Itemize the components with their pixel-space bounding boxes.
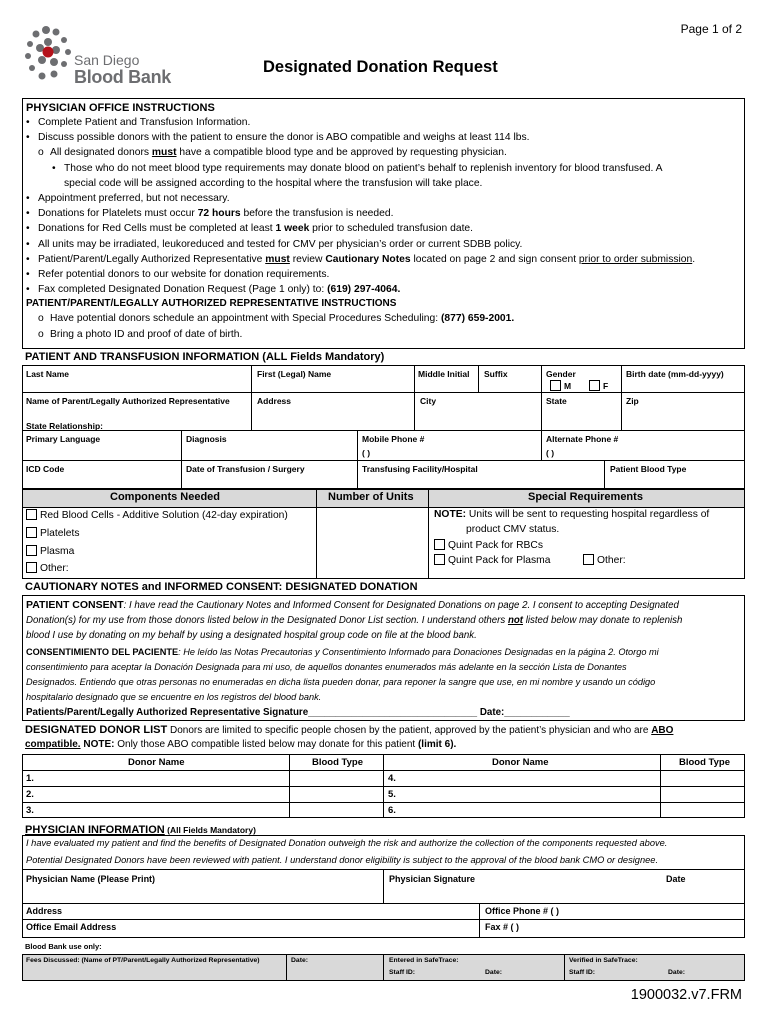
- rbc-checkbox[interactable]: Red Blood Cells - Additive Solution (42-day expiration): [26, 509, 288, 521]
- entered-date[interactable]: Date:: [485, 969, 502, 976]
- birth-date-field[interactable]: Birth date (mm-dd-yyyy): [626, 369, 724, 379]
- fees-discussed-field[interactable]: Fees Discussed: (Name of PT/Parent/Legally Authorized Representative): [26, 957, 260, 964]
- consent-section-heading: CAUTIONARY NOTES and INFORMED CONSENT: DESIGNATED DONATION: [25, 581, 418, 593]
- diagnosis-field[interactable]: Diagnosis: [186, 434, 227, 444]
- gender-female-checkbox[interactable]: F: [589, 380, 608, 391]
- patient-section-heading: PATIENT AND TRANSFUSION INFORMATION (ALL Fields Mandatory): [25, 351, 385, 363]
- state-relationship-field[interactable]: State Relationship:: [26, 421, 103, 431]
- instruction-item: • Discuss possible donors with the patient to ensure the donor is ABO compatible and weighs at least 114 lbs.: [26, 132, 530, 144]
- form-code: 1900032.v7.FRM: [630, 987, 742, 1003]
- instruction-item: • Donations for Platelets must occur 72 hours before the transfusion is needed.: [26, 208, 394, 220]
- instruction-item: • All units may be irradiated, leukoreduced and tested for CMV per physician’s order or current SDBB policy.: [26, 238, 523, 250]
- components-header: Components Needed: [110, 491, 221, 503]
- verified-staff-id[interactable]: Staff ID:: [569, 969, 596, 976]
- instruction-item: • Appointment preferred, but not necessary.: [26, 193, 230, 205]
- physician-statement-2: Potential Designated Donors have been reviewed with patient. I understand donor eligibility is subject to the approval of the blood bank CMO or designee.: [26, 855, 659, 865]
- transfusion-date-field[interactable]: Date of Transfusion / Surgery: [186, 464, 305, 474]
- quint-rbc-checkbox[interactable]: Quint Pack for RBCs: [434, 539, 543, 551]
- mobile-phone-field[interactable]: Mobile Phone #: [362, 434, 425, 444]
- logo-line1: San Diego: [74, 52, 140, 68]
- bb-date-field[interactable]: Date:: [291, 957, 308, 964]
- entered-safetrace-field[interactable]: Entered in SafeTrace:: [389, 957, 459, 964]
- physician-date-field[interactable]: Date: [666, 874, 686, 884]
- physician-signature-field[interactable]: Physician Signature: [389, 874, 476, 884]
- entered-staff-id[interactable]: Staff ID:: [389, 969, 416, 976]
- cmv-note: NOTE: Units will be sent to requesting hospital regardless of: [434, 509, 710, 520]
- instructions-content: [26, 101, 695, 342]
- alternate-phone-field[interactable]: Alternate Phone #: [546, 434, 619, 444]
- cmv-note-cont: product CMV status.: [466, 524, 560, 535]
- middle-initial-field[interactable]: Middle Initial: [418, 369, 470, 379]
- donor-row-2[interactable]: 2.: [26, 789, 34, 800]
- instruction-item: o Bring a photo ID and proof of date of birth.: [38, 328, 243, 340]
- patient-instructions-list: [26, 311, 695, 341]
- checkbox-icon: [26, 545, 37, 556]
- parent-name-field[interactable]: Name of Parent/Legally Authorized Representative: [26, 396, 230, 406]
- blood-type-header: Blood Type: [312, 757, 364, 768]
- city-field[interactable]: City: [420, 396, 437, 406]
- donor-row-3[interactable]: 3.: [26, 805, 34, 816]
- page-title: Designated Donation Request: [263, 58, 498, 76]
- instruction-item: • Complete Patient and Transfusion Information.: [26, 117, 251, 128]
- physician-section-heading: PHYSICIAN INFORMATION (All Fields Mandatory): [25, 824, 256, 836]
- patient-signature-line[interactable]: Patients/Parent/Legally Authorized Representative Signature_______________________________ Date:____________: [26, 707, 570, 718]
- instruction-item: • Those who do not meet blood type requirements may donate blood on patient’s behalf to replenish inventory for blood transfused. A: [52, 162, 663, 174]
- physician-statement-1: I have evaluated my patient and find the benefits of Designated Donation outweigh the risk and authorize the collection of the components requested above.: [26, 838, 668, 848]
- instructions-list: [26, 115, 695, 297]
- instruction-item: • Fax completed Designated Donation Request (Page 1 only) to: (619) 297-4064.: [26, 284, 401, 296]
- page-number: Page 1 of 2: [680, 22, 742, 36]
- checkbox-icon: [26, 509, 37, 520]
- patient-instructions-heading: PATIENT/PARENT/LEGALLY AUTHORIZED REPRESENTATIVE INSTRUCTIONS: [26, 298, 397, 310]
- female-checkbox-icon: [589, 380, 600, 391]
- donor-row-6[interactable]: 6.: [388, 805, 396, 816]
- instructions-heading: PHYSICIAN OFFICE INSTRUCTIONS: [26, 102, 215, 114]
- address-field[interactable]: Address: [257, 396, 292, 406]
- checkbox-icon: [434, 554, 445, 565]
- verified-safetrace-field[interactable]: Verified in SafeTrace:: [569, 957, 638, 964]
- primary-language-field[interactable]: Primary Language: [26, 434, 101, 444]
- other-component-checkbox[interactable]: Other:: [26, 562, 69, 574]
- male-checkbox-icon: [550, 380, 561, 391]
- blood-bank-use-label: Blood Bank use only:: [25, 942, 102, 951]
- icd-code-field[interactable]: ICD Code: [26, 464, 65, 474]
- instruction-item: o Have potential donors schedule an appointment with Special Procedures Scheduling: (877) 659-2001.: [38, 313, 515, 325]
- first-name-field[interactable]: First (Legal) Name: [257, 369, 332, 379]
- physician-name-field[interactable]: Physician Name (Please Print): [26, 874, 156, 884]
- consent-text: PATIENT CONSENT: I have read the Cautionary Notes and Informed Consent for Designated Donations on page 2. I consent to accepting Designated Donation(s) for my use from those donors listed below in the Designated Donor List section. I understand others not listed below may donate to replenish blood I use by donating on my behalf by using a designated hospital group code on file at the blood bank. CONSENTIMIENTO DEL PACIENTE: He leído las Notas Precautorias y Consentimiento Informado para Donaciones Designadas en la página 2. Otorgo mi consentimiento para aceptar la Donación Designada para mi uso, de aquellos donantes enumerados más adelante en la sección Lista de Donantes Designados. Entiendo que otras personas no enumeradas en dicha lista pueden donar, para reponer la sangre que use, en mi nombre y usando un código hospitalario designado que se encuentre en los registros del blood bank.: [26, 599, 683, 702]
- blood-type-header-2: Blood Type: [679, 757, 731, 768]
- donor-list-intro: DESIGNATED DONOR LIST Donors are limited to specific people chosen by the patient, approved by the patient’s physician and who are ABO compatible. NOTE: Only those ABO compatible listed below may donate for this patient (limit 6).: [25, 724, 674, 750]
- checkbox-icon: [26, 562, 37, 573]
- zip-field[interactable]: Zip: [626, 396, 639, 406]
- fax-field[interactable]: Fax # ( ): [485, 922, 520, 932]
- logo-line2: Blood Bank: [74, 67, 172, 87]
- checkbox-icon: [583, 554, 594, 565]
- donor-row-5[interactable]: 5.: [388, 789, 396, 800]
- gender-label: Gender: [546, 369, 576, 379]
- patient-blood-type-field[interactable]: Patient Blood Type: [610, 464, 687, 474]
- checkbox-icon: [434, 539, 445, 550]
- donor-row-1[interactable]: 1.: [26, 773, 34, 784]
- donor-row-4[interactable]: 4.: [388, 773, 396, 784]
- last-name-field[interactable]: Last Name: [26, 369, 69, 379]
- mobile-phone-parens: ( ): [362, 448, 371, 458]
- units-header: Number of Units: [328, 491, 414, 503]
- office-email-field[interactable]: Office Email Address: [26, 922, 117, 932]
- donor-name-header-2: Donor Name: [492, 757, 549, 768]
- gender-male-checkbox[interactable]: M: [550, 380, 571, 391]
- logo-mark-icon: [22, 22, 78, 86]
- verified-date[interactable]: Date:: [668, 969, 685, 976]
- suffix-field[interactable]: Suffix: [484, 369, 508, 379]
- special-requirements-header: Special Requirements: [528, 491, 643, 503]
- donor-name-header: Donor Name: [128, 757, 185, 768]
- facility-field[interactable]: Transfusing Facility/Hospital: [362, 464, 478, 474]
- alternate-phone-parens: ( ): [546, 448, 555, 458]
- instruction-item: special code will be assigned according to the hospital where the transfusion will take place.: [64, 177, 483, 189]
- other-requirement-checkbox[interactable]: Other:: [583, 554, 626, 566]
- checkbox-icon: [26, 527, 37, 538]
- quint-plasma-checkbox[interactable]: Quint Pack for Plasma: [434, 554, 550, 566]
- logo: [22, 22, 182, 90]
- office-phone-field[interactable]: Office Phone # ( ): [485, 906, 560, 916]
- physician-address-field[interactable]: Address: [26, 906, 63, 916]
- instruction-item: • Refer potential donors to our website for donation requirements.: [26, 269, 330, 281]
- instruction-item: • Patient/Parent/Legally Authorized Representative must review Cautionary Notes located on page 2 and sign consent prior to order submission.: [26, 253, 696, 265]
- state-field[interactable]: State: [546, 396, 567, 406]
- instruction-item: • Donations for Red Cells must be completed at least 1 week prior to scheduled transfusion date.: [26, 223, 474, 235]
- plasma-checkbox[interactable]: Plasma: [26, 545, 74, 557]
- platelets-checkbox[interactable]: Platelets: [26, 527, 80, 539]
- instruction-item: o All designated donors must have a compatible blood type and be approved by requesting physician.: [38, 147, 507, 159]
